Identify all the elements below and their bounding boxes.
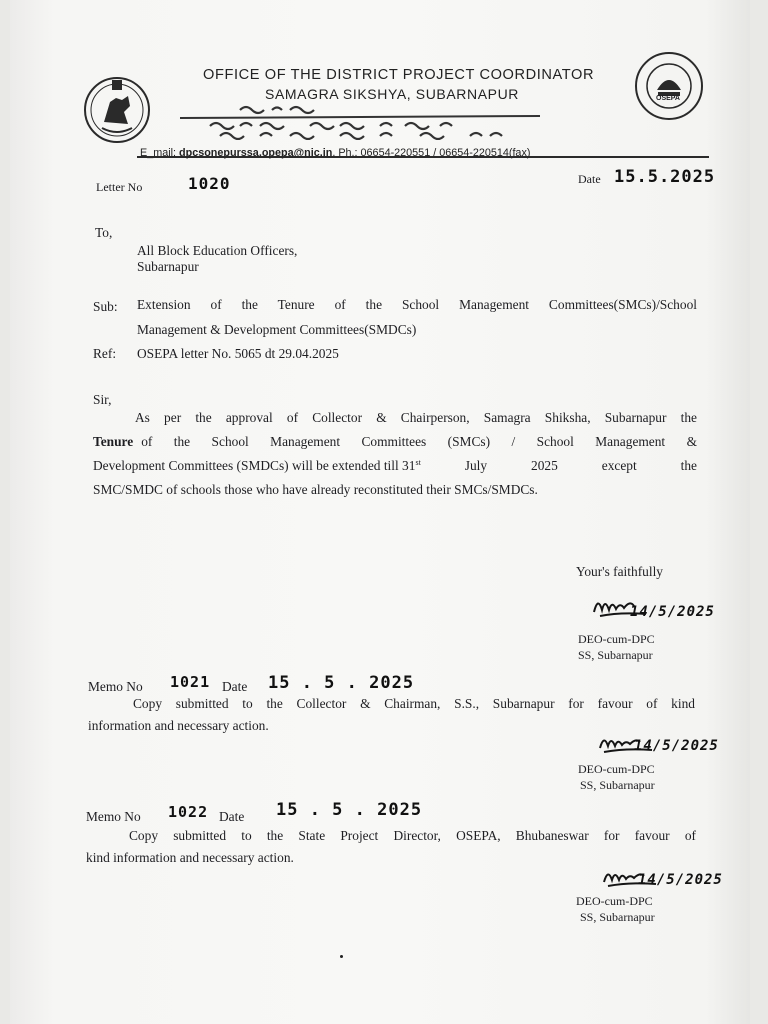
- reference-label: Ref:: [93, 346, 117, 361]
- signatory-title-3: DEO-cum-DPC: [576, 894, 653, 908]
- osepa-logo-icon: [633, 50, 705, 122]
- to-label: To,: [95, 225, 113, 240]
- reference-text: OSEPA letter No. 5065 dt 29.04.2025: [137, 346, 339, 361]
- subject-line-2: Management & Development Committees(SMDCs): [137, 322, 417, 337]
- ink-dot: [340, 955, 343, 958]
- body-line-1: As per the approval of Collector & Chairperson, Samagra Shiksha, Subarnapur the: [135, 410, 697, 425]
- body-line-2: [93, 434, 697, 450]
- body-line-2-rest: of the School Management Committees (SMCs) / School Management &: [141, 434, 697, 449]
- memo-2-no-handwritten: 1022: [168, 803, 209, 821]
- phone-numbers: , Ph.: 06654-220551 / 06654-220514(fax): [332, 147, 531, 159]
- memo-1-line-1: Copy submitted to the Collector & Chairman, S.S., Subarnapur for favour of kind: [133, 696, 695, 711]
- signatory-org-1: SS, Subarnapur: [578, 648, 653, 662]
- salutation: Sir,: [93, 392, 112, 407]
- signatory-title-2: DEO-cum-DPC: [578, 762, 655, 776]
- signature-3-date: 14/5/2025: [638, 872, 723, 888]
- body-tenure-bold: Tenure: [93, 434, 134, 449]
- letter-date-label: Date: [578, 172, 601, 186]
- addressee-line-1: All Block Education Officers,: [137, 243, 298, 258]
- odia-header-script: [180, 104, 540, 140]
- memo-1-date-handwritten: 15 . 5 . 2025: [268, 673, 415, 693]
- signature-2-date: 14/5/2025: [634, 738, 719, 754]
- memo-2-date-handwritten: 15 . 5 . 2025: [276, 800, 423, 820]
- body-line-3-b: July 2025 except the: [420, 458, 697, 473]
- memo-1-no-handwritten: 1021: [170, 673, 211, 691]
- signatory-title-1: DEO-cum-DPC: [578, 632, 655, 646]
- office-title: OFFICE OF THE DISTRICT PROJECT COORDINATOR: [203, 67, 595, 83]
- memo-1-label: Memo No: [88, 679, 143, 694]
- memo-1-line-2: information and necessary action.: [88, 718, 269, 733]
- email-label: E_mail:: [140, 147, 177, 159]
- subject-line-1: Extension of the Tenure of the School Management Committees(SMCs)/School: [137, 297, 697, 312]
- signature-1-date: 14/5/2025: [630, 604, 715, 620]
- memo-2-date-label: Date: [219, 809, 245, 824]
- state-emblem-icon: [82, 72, 152, 148]
- memo-1-date-label: Date: [222, 679, 248, 694]
- letter-date-handwritten: 15.5.2025: [614, 167, 716, 187]
- memo-2-line-1: Copy submitted to the State Project Director, OSEPA, Bhubaneswar for favour of: [129, 828, 696, 843]
- letter-no-label: Letter No: [96, 180, 143, 194]
- letter-no-handwritten: 1020: [188, 174, 231, 193]
- header-rule: [137, 156, 709, 158]
- signatory-org-3: SS, Subarnapur: [580, 910, 655, 924]
- closing: Your's faithfully: [576, 564, 663, 579]
- memo-2-line-2: kind information and necessary action.: [86, 850, 294, 865]
- body-line-3-sup: st: [415, 458, 421, 467]
- subject-label: Sub:: [93, 299, 118, 314]
- body-line-4: SMC/SMDC of schools those who have already reconstituted their SMCs/SMDCs.: [93, 482, 538, 497]
- email-address: dpcsonepurssa.opepa@nic.in: [179, 147, 333, 159]
- memo-2-label: Memo No: [86, 809, 141, 824]
- addressee-line-2: Subarnapur: [137, 259, 199, 274]
- body-line-3-a: Development Committees (SMDCs) will be extended till 31: [93, 458, 416, 473]
- signatory-org-2: SS, Subarnapur: [580, 778, 655, 792]
- osepa-logo-text: OSEPA: [656, 95, 680, 102]
- body-line-3: [93, 458, 697, 474]
- office-subtitle: SAMAGRA SIKSHYA, SUBARNAPUR: [265, 86, 520, 102]
